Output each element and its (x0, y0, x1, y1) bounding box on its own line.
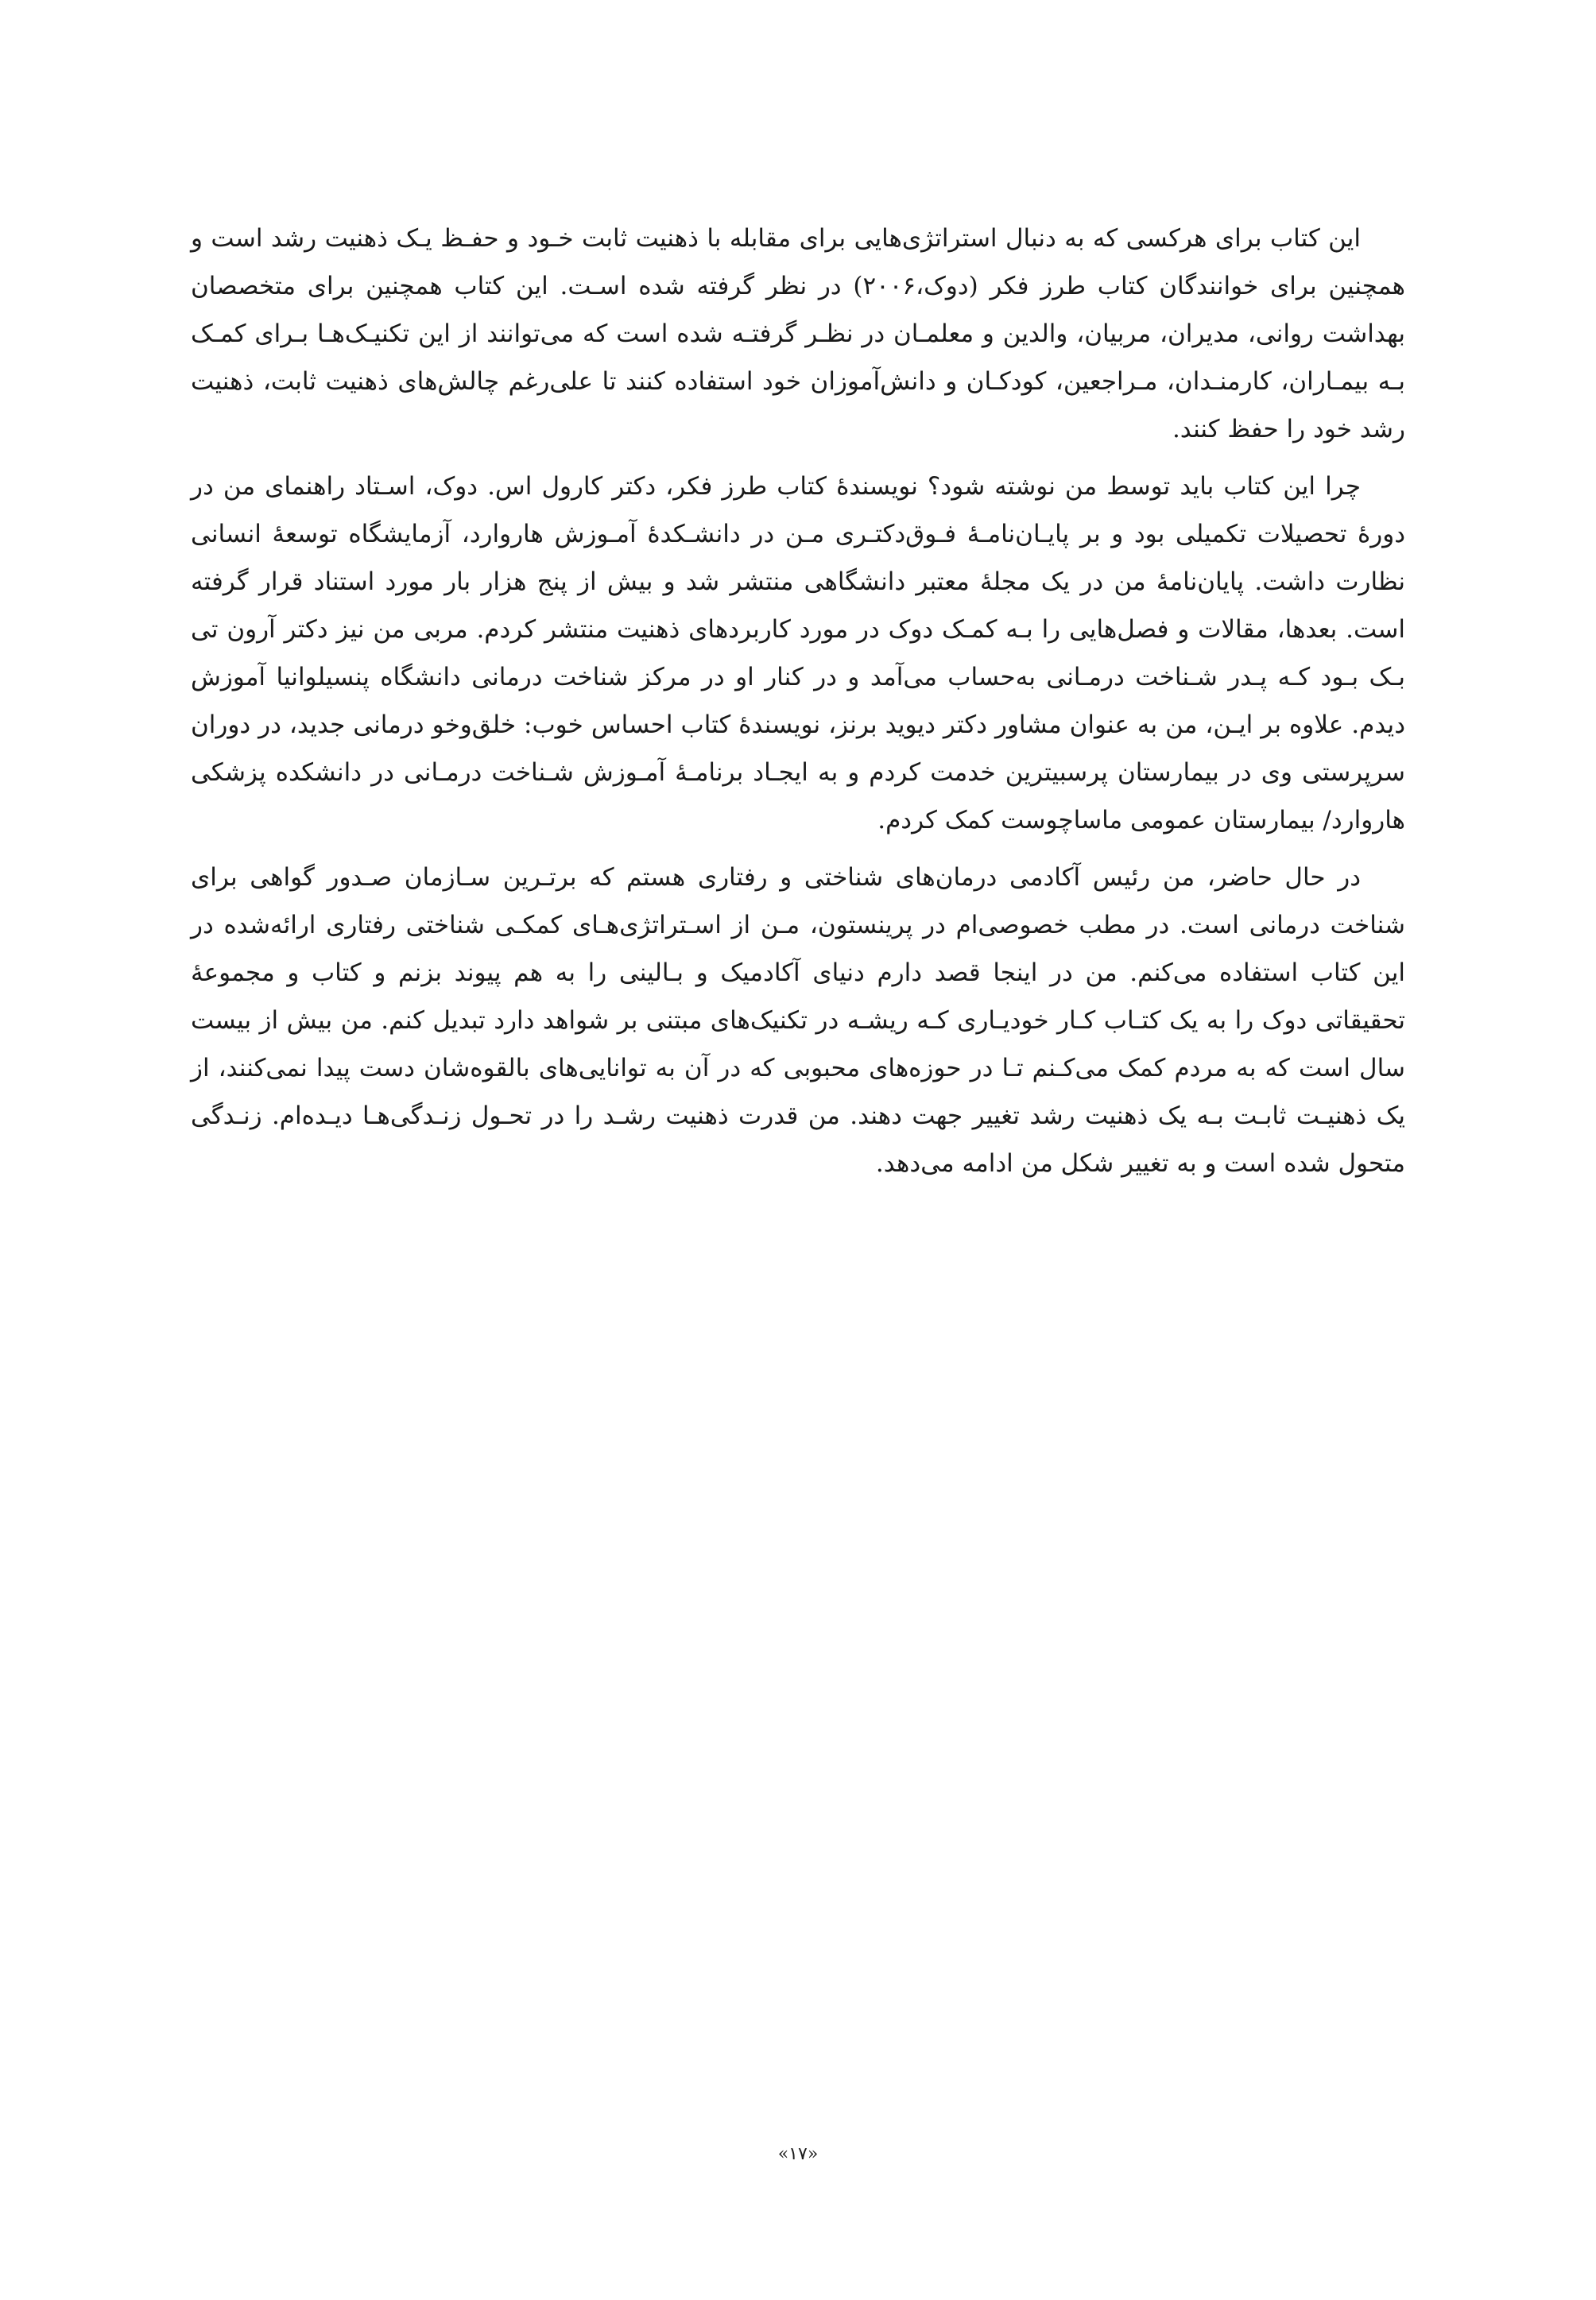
paragraph-3: در حال حاضر، من رئیس آکادمی درمان‌های شناختی و رفتاری هستم که برتـرین سـازمان صـدور گواهی برای شناخت درمانی است. در مطب خصوصی‌ام در پرینستون، مـن از اسـتراتژی‌هـای کمکـی شناختی رفتاری ارائه‌شده در این کتاب استفاده می‌کنم. من در اینجا قصد دارم دنیای آکادمیک و بـالینی را به هم پیوند بزنم و کتاب و مجموعهٔ تحقیقاتی دوک را به یک کتـاب کـار خودیـاری کـه ریشـه در تکنیک‌های مبتنی بر شواهد دارد تبدیل کنم. من بیش از بیست سال است که به مردم کمک می‌کـنم تـا در حوزه‌های محبوبی که در آن به توانایی‌های بالقوه‌شان دست پیدا نمی‌کنند، از یک ذهنیـت ثابـت بـه یک ذهنیت رشد تغییر جهت دهند. من قدرت ذهنیت رشـد را در تحـول زنـدگی‌هـا دیـده‌ام. زنـدگی متحول شده است و به تغییر شکل من ادامه می‌دهد. (191, 863, 1406, 1178)
body-text (191, 215, 1405, 1197)
paragraph-1: این کتاب برای هرکسی که به دنبال استراتژی‌هایی برای مقابله با ذهنیت ثابت خـود و حفـظ یـک ذهنیت رشد است و همچنین برای خوانندگان کتاب طرز فکر (دوک،۲۰۰۶) در نظر گرفته شده اسـت. این کتاب همچنین برای متخصصان بهداشت روانی، مدیران، مربیان، والدین و معلمـان در نظـر گرفتـه شده است که می‌توانند از این تکنیـک‌هـا بـرای کمـک بـه بیمـاران، کارمنـدان، مـراجعین، کودکـان و دانش‌آموزان خود استفاده کنند تا علی‌رغم چالش‌های ذهنیت ثابت، ذهنیت رشد خود را حفظ کنند. (191, 224, 1405, 443)
paragraph-2: چرا این کتاب باید توسط من نوشته شود؟ نویسندهٔ کتاب طرز فکر، دکتر کارول اس. دوک، اسـتاد راهنمای من در دورهٔ تحصیلات تکمیلی بود و بر پایـان‌نامـهٔ فـوق‌دکتـری مـن در دانشـکدهٔ آمـوزش هاروارد، آزمایشگاه توسعهٔ انسانی نظارت داشت. پایان‌نامهٔ من در یک مجلهٔ معتبر دانشگاهی منتشر شد و بیش از پنج هزار بار مورد استناد قرار گرفته است. بعدها، مقالات و فصل‌هایی را بـه کمـک دوک در مورد کاربردهای ذهنیت منتشر کردم. مربی من نیز دکتر آرون تی بـک بـود کـه پـدر شـناخت درمـانی به‌حساب می‌آمد و در کنار او در مرکز شناخت درمانی دانشگاه پنسیلوانیا آموزش دیدم. علاوه بر ایـن، من به عنوان مشاور دکتر دیوید برنز، نویسندهٔ کتاب احساس خوب: خلق‌وخو درمانی جدید، در دوران سرپرستی وی در بیمارستان پرسبیترین خدمت کردم و به ایجـاد برنامـهٔ آمـوزش شـناخت درمـانی در دانشکده پزشکی هاروارد/ بیمارستان عمومی ماساچوست کمک کردم. (191, 472, 1406, 834)
page-number: «۱۷» (777, 2144, 819, 2164)
